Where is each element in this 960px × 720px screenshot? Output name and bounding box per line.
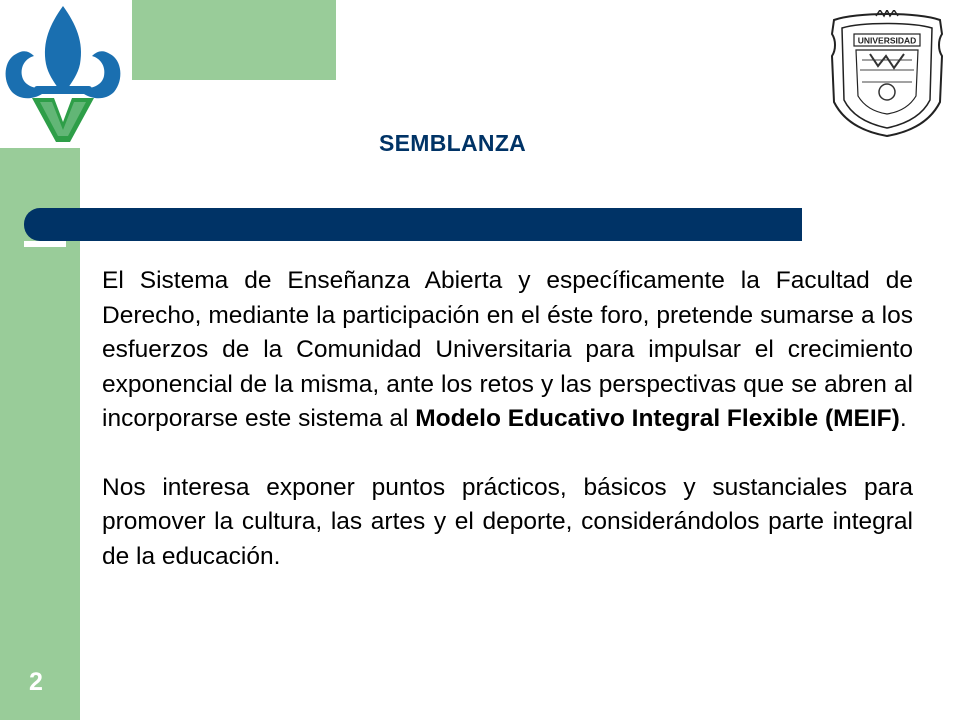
page-number: 2	[29, 668, 43, 696]
university-seal-icon	[826, 10, 948, 138]
slide-title: SEMBLANZA	[379, 130, 527, 156]
paragraph-1-end: .	[899, 405, 907, 432]
meif-emphasis: Modelo Educativo Integral Flexible (MEIF)	[415, 405, 900, 432]
uv-logo-icon	[2, 2, 124, 144]
paragraph-2: Nos interesa exponer puntos prácticos, básicos y sustanciales para promover la cultura, las artes y el deporte, considerándolos parte integral de la educación.	[102, 473, 913, 570]
title-divider-bar	[24, 208, 802, 241]
paragraph-1-intro: El Sistema de Enseñanza Abierta y específicamente la Facultad de Derecho, mediante la participación en el éste foro, pretende sumarse a los esfuerzos de la Comunidad Universitaria para impulsar el crecimiento exponencial de la misma, ante los retos y las perspectivas que se abren al incorporarse este sistema al	[102, 267, 913, 432]
divider-notch	[24, 241, 66, 247]
svg-text:UNIVERSIDAD: UNIVERSIDAD	[857, 35, 917, 46]
body-text	[102, 264, 913, 574]
paragraph-1	[102, 264, 913, 437]
